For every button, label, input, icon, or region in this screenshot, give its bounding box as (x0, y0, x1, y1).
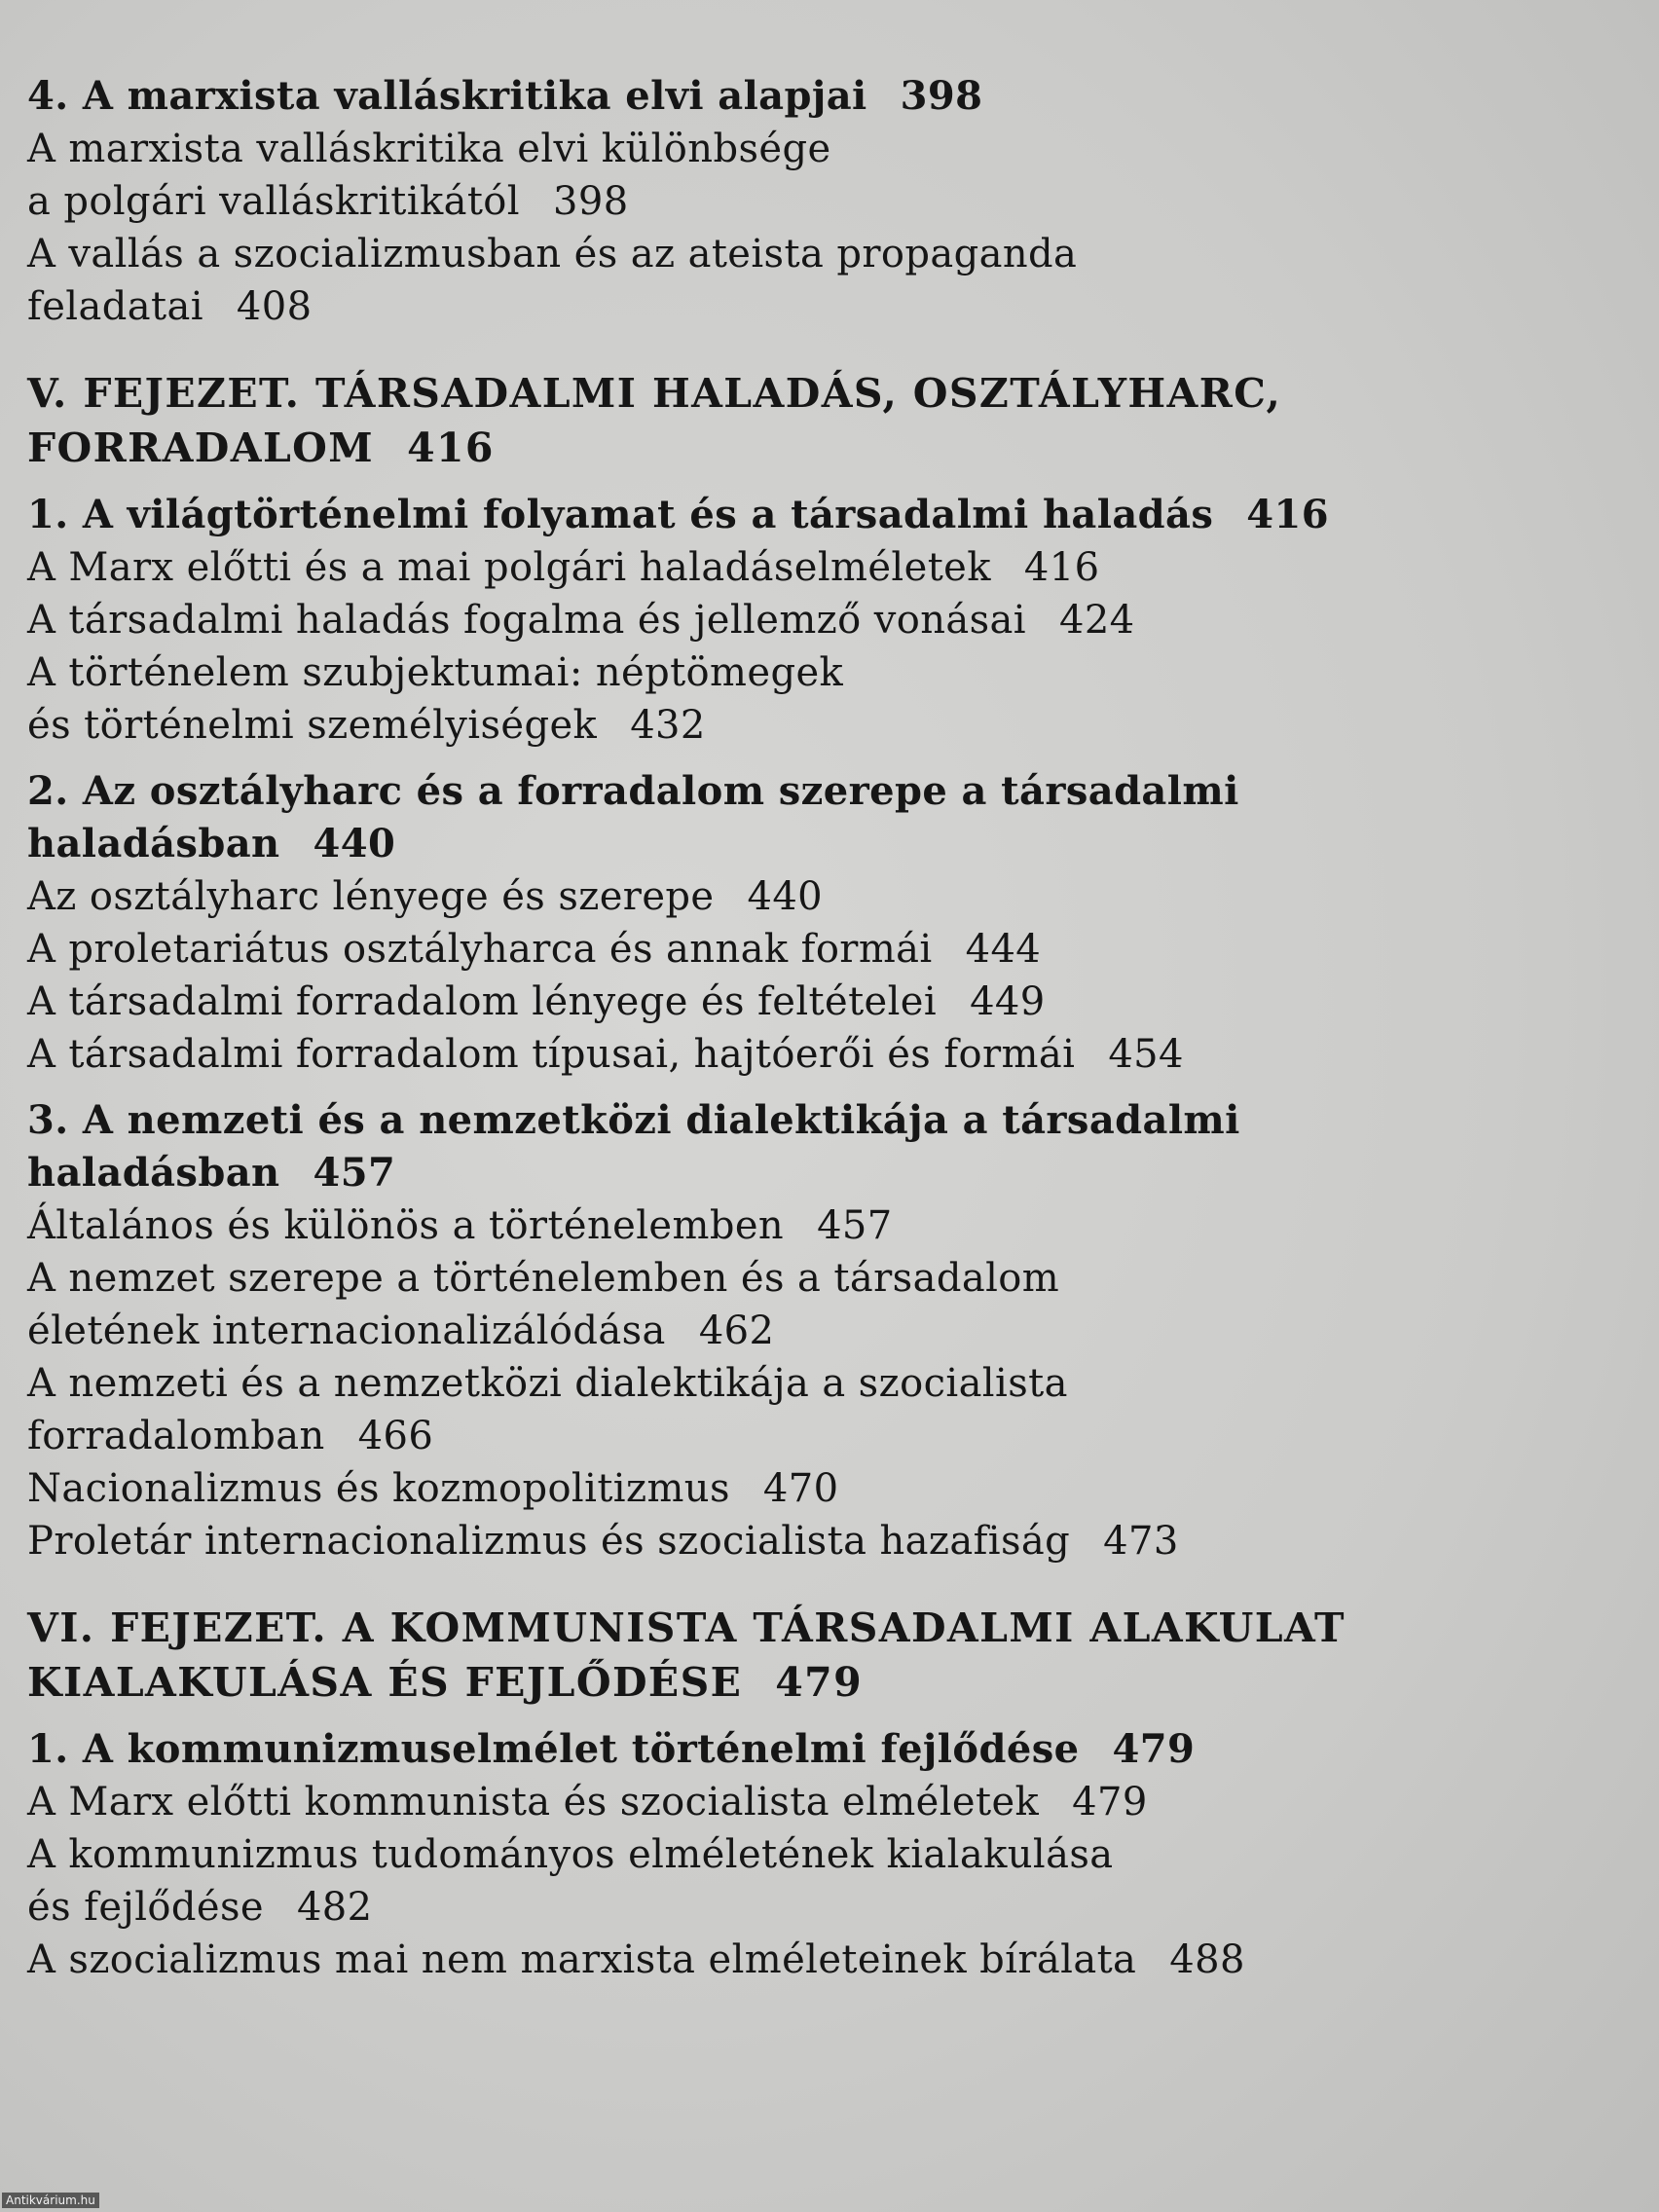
toc-title: KIALAKULÁSA ÉS FEJLŐDÉSE (27, 1659, 743, 1706)
toc-section-line (27, 765, 1604, 818)
toc-section-line (27, 1147, 1604, 1199)
toc-section-line (27, 1094, 1604, 1147)
toc-title: A szocializmus mai nem marxista elméleteinek bírálata (27, 1937, 1137, 1982)
watermark: Antikvárium.hu (2, 2193, 99, 2208)
toc-entry-line (27, 1252, 1604, 1305)
toc-title: A társadalmi forradalom típusai, hajtóerői és formái (27, 1032, 1076, 1077)
toc-page-number: 440 (747, 874, 824, 919)
toc-title: A vallás a szocializmusban és az ateista propaganda (27, 232, 1078, 276)
toc-entry-line (27, 923, 1604, 976)
toc-page-number: 457 (313, 1150, 396, 1196)
toc-section-line (27, 70, 1604, 123)
toc-page-number: 479 (775, 1659, 864, 1706)
toc-title: A marxista valláskritika elvi különbsége (27, 127, 831, 171)
toc-title: 2. Az osztályharc és a forradalom szerepe a társadalmi (27, 768, 1239, 814)
toc-title: A nemzet szerepe a történelemben és a társadalom (27, 1256, 1060, 1301)
toc-page-number: 473 (1103, 1519, 1179, 1564)
toc-entry-line (27, 123, 1604, 175)
toc-entry-line (27, 1028, 1604, 1081)
spacer (27, 475, 1604, 489)
toc-page-number: 488 (1169, 1937, 1245, 1982)
spacer (27, 333, 1604, 366)
spacer (27, 1081, 1604, 1094)
toc-title: életének internacionalizálódása (27, 1309, 666, 1353)
toc-entry-line (27, 1776, 1604, 1828)
toc-entry-line (27, 1462, 1604, 1515)
toc-chapter-line (27, 421, 1604, 475)
toc-entry-line (27, 228, 1604, 280)
toc-title: A proletariátus osztályharca és annak formái (27, 927, 933, 972)
toc-title: Általános és különös a történelemben (27, 1203, 785, 1248)
toc-title: 1. A világtörténelmi folyamat és a társadalmi haladás (27, 492, 1214, 537)
toc-page-number: 416 (407, 424, 495, 471)
toc-page-number: 482 (296, 1885, 373, 1930)
toc-title: V. FEJEZET. TÁRSADALMI HALADÁS, OSZTÁLYHARC, (27, 370, 1282, 417)
toc-page-number: 454 (1108, 1032, 1184, 1077)
toc-page-number: 466 (357, 1414, 434, 1458)
toc-entry-line (27, 1199, 1604, 1252)
toc-chapter-line (27, 366, 1604, 421)
toc-title: haladásban (27, 1150, 280, 1196)
toc-chapter-line (27, 1601, 1604, 1655)
toc-page-number: 416 (1023, 545, 1100, 590)
toc-section-line (27, 489, 1604, 541)
toc-page-number: 449 (970, 979, 1046, 1024)
toc-title: A nemzeti és a nemzetközi dialektikája a szocialista (27, 1361, 1068, 1406)
toc-section-line (27, 818, 1604, 870)
toc-title: Az osztályharc lényege és szerepe (27, 874, 715, 919)
toc-title: A kommunizmus tudományos elméletének kialakulása (27, 1832, 1114, 1877)
spacer (27, 1710, 1604, 1723)
toc-entry-line (27, 541, 1604, 594)
toc-page-number: 462 (698, 1309, 775, 1353)
toc-title: a polgári valláskritikától (27, 179, 520, 224)
toc-entry-line (27, 1357, 1604, 1410)
toc-page-number: 424 (1058, 598, 1135, 643)
toc-title: forradalomban (27, 1414, 325, 1458)
toc-page-number: 398 (553, 179, 629, 224)
toc-page-number: 479 (1112, 1726, 1196, 1772)
toc-entry-line (27, 175, 1604, 228)
toc-entry-line (27, 870, 1604, 923)
toc-title: FORRADALOM (27, 424, 375, 471)
toc-title: Proletár internacionalizmus és szocialista hazafiság (27, 1519, 1071, 1564)
toc-entry-line (27, 594, 1604, 646)
spacer (27, 752, 1604, 765)
toc-entry-line (27, 1410, 1604, 1462)
toc-title: haladásban (27, 821, 280, 866)
toc-title: és történelmi személyiségek (27, 703, 598, 748)
toc-page-number: 479 (1072, 1780, 1148, 1825)
spacer (27, 1567, 1604, 1601)
toc-title: A Marx előtti kommunista és szocialista elméletek (27, 1780, 1040, 1825)
toc-entry-line (27, 1305, 1604, 1357)
toc-entry-line (27, 976, 1604, 1028)
toc-entry-line (27, 1934, 1604, 1986)
toc-page-number: 444 (965, 927, 1042, 972)
toc-title: A történelem szubjektumai: néptömegek (27, 650, 844, 695)
toc-page-number: 398 (900, 73, 983, 119)
table-of-contents (27, 70, 1604, 1986)
toc-page-number: 440 (313, 821, 396, 866)
toc-title: 3. A nemzeti és a nemzetközi dialektikája a társadalmi (27, 1097, 1240, 1143)
toc-chapter-line (27, 1655, 1604, 1710)
toc-entry-line (27, 1828, 1604, 1881)
toc-section-line (27, 1723, 1604, 1776)
toc-title: Nacionalizmus és kozmopolitizmus (27, 1466, 730, 1511)
toc-page-number: 457 (817, 1203, 893, 1248)
toc-page-number: 432 (630, 703, 706, 748)
toc-title: és fejlődése (27, 1885, 264, 1930)
toc-title: A társadalmi forradalom lényege és feltételei (27, 979, 938, 1024)
toc-entry-line (27, 699, 1604, 752)
toc-page-number: 470 (762, 1466, 839, 1511)
toc-entry-line (27, 646, 1604, 699)
toc-title: 1. A kommunizmuselmélet történelmi fejlődése (27, 1726, 1080, 1772)
toc-title: feladatai (27, 284, 203, 329)
toc-entry-line (27, 1881, 1604, 1934)
toc-entry-line (27, 1515, 1604, 1567)
toc-title: A társadalmi haladás fogalma és jellemző vonásai (27, 598, 1026, 643)
toc-title: VI. FEJEZET. A KOMMUNISTA TÁRSADALMI ALAKULAT (27, 1604, 1346, 1651)
toc-page-number: 408 (236, 284, 313, 329)
toc-title: A Marx előtti és a mai polgári haladáselméletek (27, 545, 991, 590)
toc-entry-line (27, 280, 1604, 333)
toc-page-number: 416 (1246, 492, 1329, 537)
toc-title: 4. A marxista valláskritika elvi alapjai (27, 73, 867, 119)
